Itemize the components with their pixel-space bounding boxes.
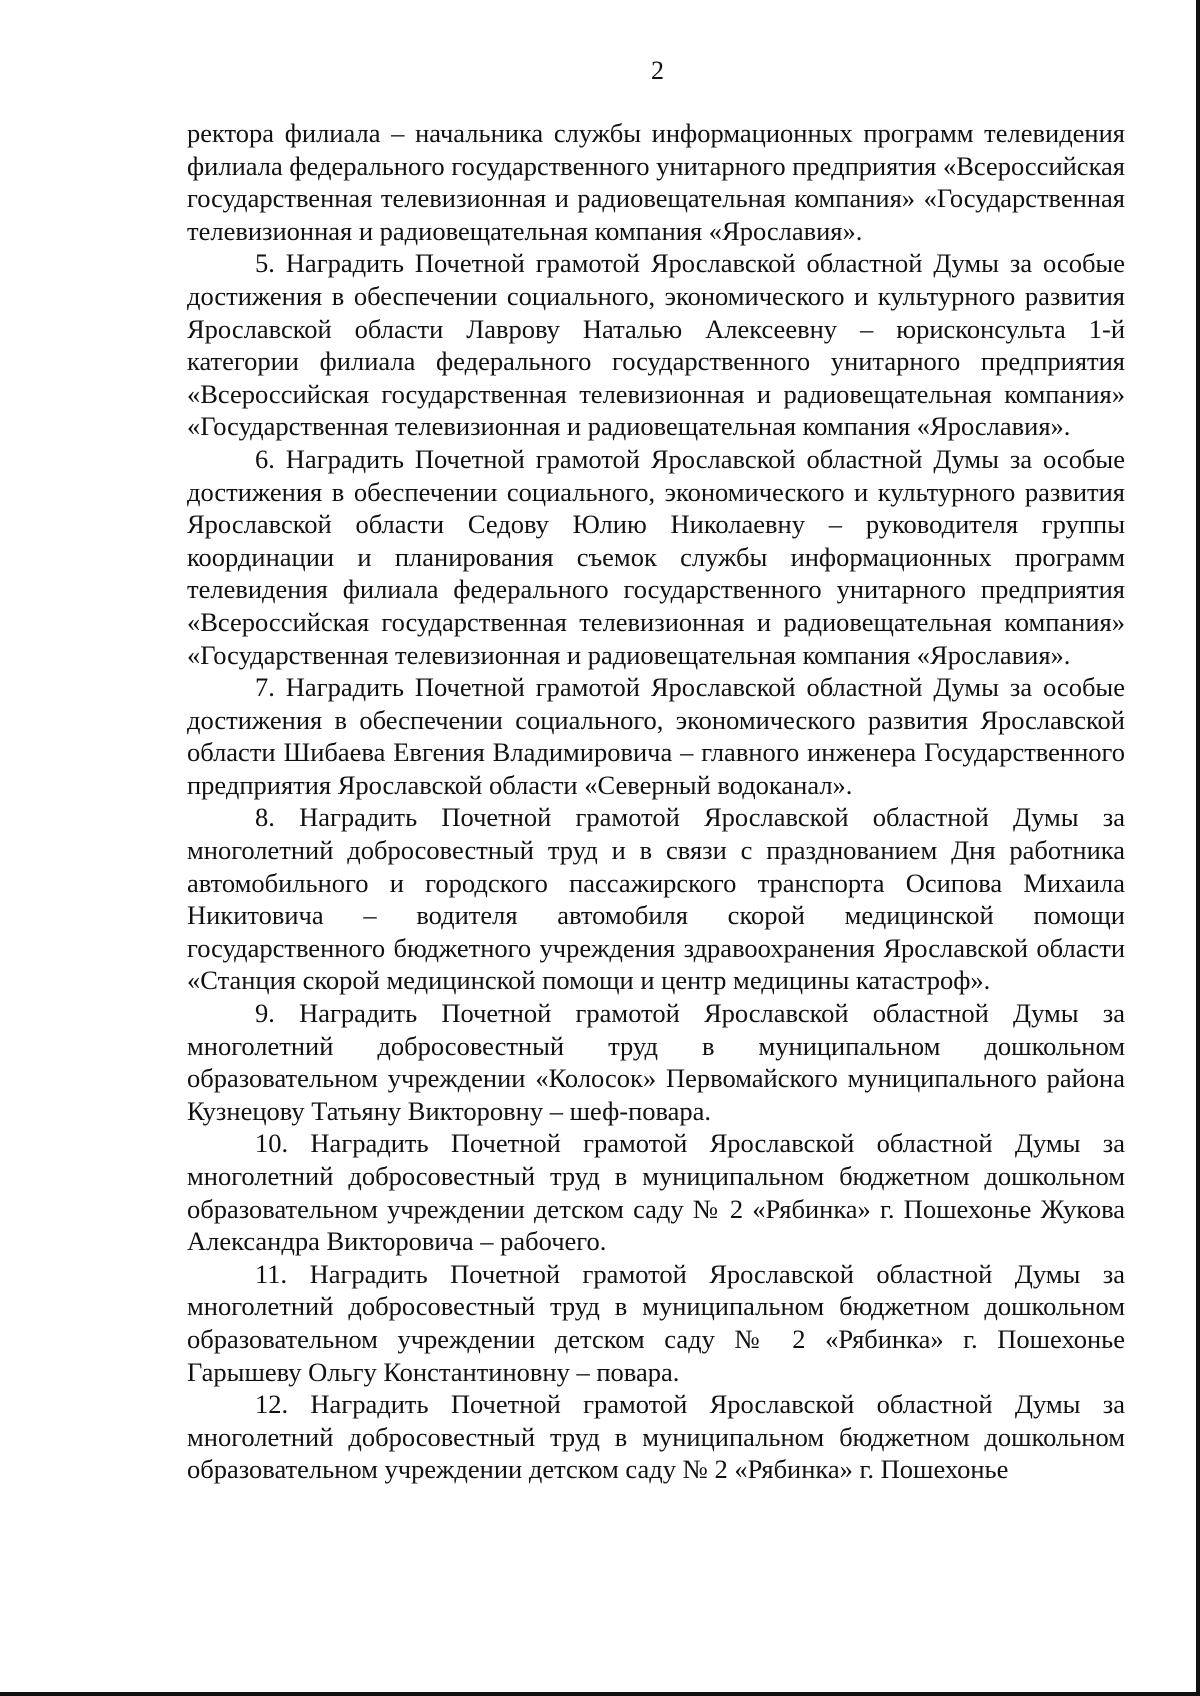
paragraph-item-6: 6. Наградить Почетной грамотой Ярославской областной Думы за особые достижения в обеспечении социального, экономического и культурного развития Ярославской области Седову Юлию Николаевну – руководителя группы координации и планирования съемок службы информационных программ телевидения филиала федерального государственного унитарного предприятия «Всероссийская государственная телевизионная и радиовещательная компания» «Государственная телевизионная и радиовещательная компания «Ярославия». xyxy=(187,443,1125,670)
paragraph-continuation: ректора филиала – начальника службы информационных программ телевидения филиала федерального государственного унитарного предприятия «Всероссийская государственная телевизионная и радиовещательная компания» «Государственная телевизионная и радиовещательная компания «Ярославия». xyxy=(187,118,1125,246)
scan-edge-right xyxy=(1196,0,1200,1696)
paragraph-item-7: 7. Наградить Почетной грамотой Ярославской областной Думы за особые достижения в обеспечении социального, экономического развития Ярославской области Шибаева Евгения Владимировича – главного инженера Государственного предприятия Ярославской области «Северный водоканал». xyxy=(187,672,1125,800)
page-number: 2 xyxy=(651,56,664,85)
paragraph-item-12: 12. Наградить Почетной грамотой Ярославской областной Думы за многолетний добросовестный труд в муниципальном бюджетном дошкольном образовательном учреждении детском саду № 2 «Рябинка» г. Пошехонье xyxy=(187,1389,1125,1485)
paragraph-item-8: 8. Наградить Почетной грамотой Ярославской областной Думы за многолетний добросовестный труд и в связи с празднованием Дня работника автомобильного и городского пассажирского транспорта Осипова Михаила Никитовича – водителя автомобиля скорой медицинской помощи государственного бюджетного учреждения здравоохранения Ярославской области «Станция скорой медицинской помощи и центр медицины катастроф». xyxy=(187,802,1125,996)
paragraph-item-10: 10. Наградить Почетной грамотой Ярославской областной Думы за многолетний добросовестный труд в муниципальном бюджетном дошкольном образовательном учреждении детском саду № 2 «Рябинка» г. Пошехонье Жукова Александра Викторовича – рабочего. xyxy=(187,1128,1125,1257)
document-body xyxy=(187,117,1125,1486)
scan-edge-bottom xyxy=(0,1692,1200,1696)
paragraph-item-11: 11. Наградить Почетной грамотой Ярославской областной Думы за многолетний добросовестный труд в муниципальном бюджетном дошкольном образовательном учреждении детском саду № 2 «Рябинка» г. Пошехонье Гарышеву Ольгу Константиновну – повара. xyxy=(187,1258,1125,1387)
paragraph-item-9: 9. Наградить Почетной грамотой Ярославской областной Думы за многолетний добросовестный труд в муниципальном дошкольном образовательном учреждении «Колосок» Первомайского муниципального района Кузнецову Татьяну Викторовну – шеф-повара. xyxy=(187,998,1125,1126)
paragraph-item-5: 5. Наградить Почетной грамотой Ярославской областной Думы за особые достижения в обеспечении социального, экономического и культурного развития Ярославской области Лаврову Наталью Алексеевну – юрисконсульта 1-й категории филиала федерального государственного унитарного предприятия «Всероссийская государственная телевизионная и радиовещательная компания» «Государственная телевизионная и радиовещательная компания «Ярославия». xyxy=(187,248,1125,442)
